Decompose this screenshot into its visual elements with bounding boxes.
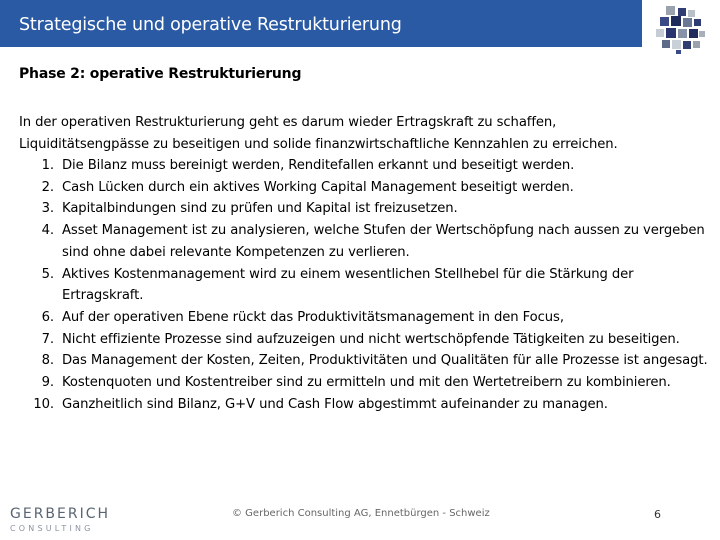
header-bar [0, 0, 642, 47]
phase-heading: Phase 2: operative Restrukturierung [19, 66, 302, 82]
list-number: 7. [41, 331, 54, 347]
list-text: Kostenquoten und Kostentreiber sind zu ermitteln und mit den Wertetreibern zu kombinieren. [62, 375, 671, 391]
list-item [19, 177, 709, 199]
list-number: 8. [41, 353, 54, 369]
list-text: Die Bilanz muss bereinigt werden, Renditefallen erkannt und beseitigt werden. [62, 158, 575, 173]
intro-line: In der operativen Restrukturierung geht es darum wieder Ertragskraft zu schaffen, [19, 115, 557, 130]
list-item [19, 198, 709, 220]
list-item [19, 372, 709, 394]
list-number: 4. [41, 223, 54, 239]
numbered-list [19, 155, 709, 415]
list-text: Aktives Kostenmanagement wird zu einem wesentlichen Stellhebel für die Stärkung der Ertragskraft. [62, 266, 634, 304]
list-item [19, 220, 709, 263]
list-item [19, 329, 709, 351]
list-item [19, 307, 709, 329]
intro-line: Liquiditätsengpässe zu beseitigen und solide finanzwirtschaftliche Kennzahlen zu erreichen. [19, 136, 618, 152]
header-logo [642, 0, 720, 57]
list-text: Ganzheitlich sind Bilanz, G+V und Cash Flow abgestimmt aufeinander zu managen. [62, 396, 608, 412]
slide-title: Strategische und operative Restrukturierung [19, 15, 402, 35]
footer-brand-logo [10, 506, 110, 534]
list-text: Asset Management ist zu analysieren, welche Stufen der Wertschöpfung nach aussen zu vergeben sind ohne dabei relevante Kompetenzen zu verlieren. [62, 223, 705, 260]
footer-copyright: © Gerberich Consulting AG, Ennetbürgen - Schweiz [232, 508, 490, 519]
list-text: Auf der operativen Ebene rückt das Produktivitätsmanagement in den Focus, [62, 309, 564, 325]
list-number: 3. [41, 201, 54, 217]
list-number: 5. [41, 266, 54, 282]
brand-name: GERBERICH [10, 506, 111, 522]
page-number: 6 [654, 508, 661, 521]
intro-paragraph [19, 112, 709, 155]
list-item [19, 155, 709, 177]
cube-cluster-logo-icon [652, 4, 708, 54]
list-number: 1. [41, 158, 54, 173]
list-item [19, 394, 709, 416]
list-text: Das Management der Kosten, Zeiten, Produktivitäten und Qualitäten für alle Prozesse ist angesagt. [62, 353, 708, 369]
brand-subtitle: CONSULTING [10, 524, 94, 533]
list-number: 10. [33, 396, 54, 412]
list-item [19, 350, 709, 372]
list-number: 6. [41, 309, 54, 325]
list-number: 9. [41, 375, 54, 391]
list-text: Nicht effiziente Prozesse sind aufzuzeigen und nicht wertschöpfende Tätigkeiten zu beseitigen. [62, 331, 680, 347]
list-text: Kapitalbindungen sind zu prüfen und Kapital ist freizusetzen. [62, 201, 458, 217]
list-number: 2. [41, 179, 54, 195]
list-text: Cash Lücken durch ein aktives Working Capital Management beseitigt werden. [62, 179, 574, 195]
list-item [19, 264, 709, 307]
